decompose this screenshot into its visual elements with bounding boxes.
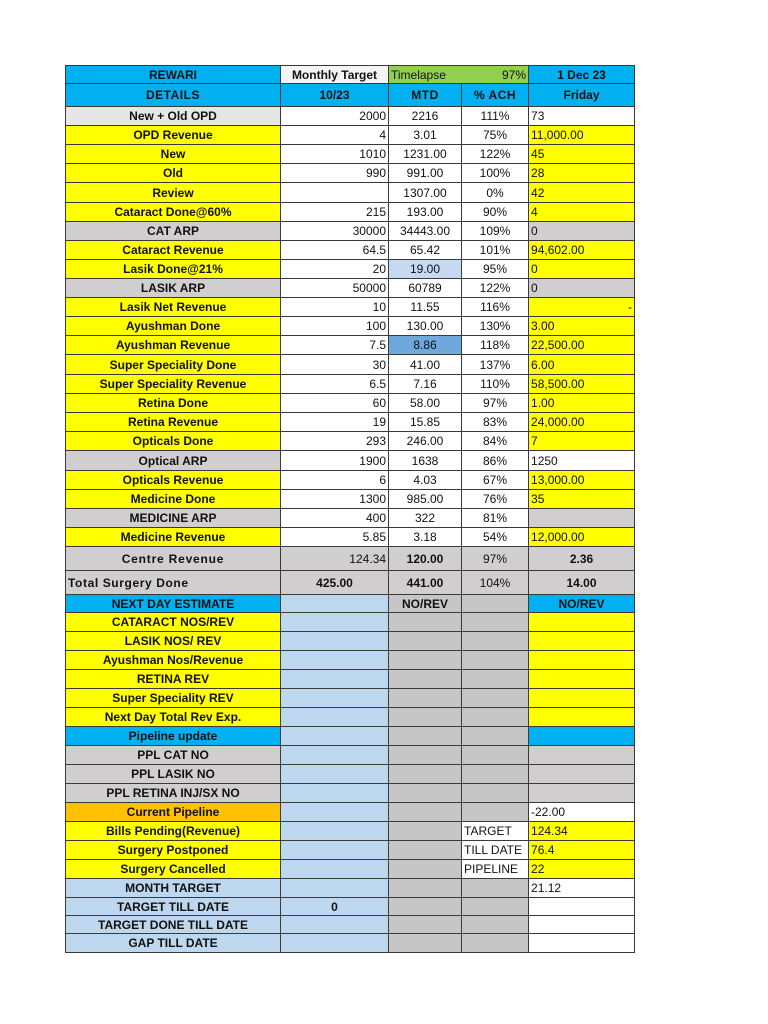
estimate-label: Next Day Total Rev Exp. bbox=[66, 708, 281, 727]
metric-mtd: 15.85 bbox=[389, 413, 462, 432]
estimate-label: Super Speciality REV bbox=[66, 689, 281, 708]
tracking-mtd bbox=[389, 822, 462, 841]
total-mtd: 120.00 bbox=[389, 547, 462, 571]
target-row bbox=[66, 898, 635, 916]
target-value: 0 bbox=[281, 898, 389, 916]
tracking-label: Surgery Cancelled bbox=[66, 860, 281, 879]
next-day-day-header: NO/REV bbox=[529, 595, 635, 613]
metric-day: - bbox=[529, 298, 635, 317]
target-mtd bbox=[389, 916, 462, 934]
metric-row bbox=[66, 336, 635, 355]
timelapse-cell bbox=[389, 66, 529, 84]
metric-mtd: 322 bbox=[389, 509, 462, 528]
metric-target: 4 bbox=[281, 126, 389, 145]
metric-mtd: 60789 bbox=[389, 279, 462, 298]
target-ach bbox=[462, 898, 529, 916]
pipeline-ach bbox=[462, 765, 529, 784]
metric-label: LASIK ARP bbox=[66, 279, 281, 298]
metric-ach: 97% bbox=[462, 394, 529, 413]
current-pipeline-row bbox=[66, 803, 635, 822]
metric-label: Opticals Done bbox=[66, 432, 281, 451]
pipeline-row bbox=[66, 746, 635, 765]
tracking-day: 76.4 bbox=[529, 841, 635, 860]
metric-label: Opticals Revenue bbox=[66, 471, 281, 490]
metric-row bbox=[66, 394, 635, 413]
estimate-ach bbox=[462, 613, 529, 632]
estimate-row bbox=[66, 708, 635, 727]
metric-label: Ayushman Done bbox=[66, 317, 281, 336]
target-value bbox=[281, 934, 389, 953]
target-row bbox=[66, 916, 635, 934]
current-pipeline-target bbox=[281, 803, 389, 822]
target-row bbox=[66, 934, 635, 953]
estimate-row bbox=[66, 632, 635, 651]
estimate-day bbox=[529, 651, 635, 670]
target-ach bbox=[462, 916, 529, 934]
tracking-day: 124.34 bbox=[529, 822, 635, 841]
metric-label: Super Speciality Done bbox=[66, 355, 281, 375]
metric-ach: 122% bbox=[462, 279, 529, 298]
metric-mtd: 3.01 bbox=[389, 126, 462, 145]
pipeline-row bbox=[66, 765, 635, 784]
total-day: 2.36 bbox=[529, 547, 635, 571]
metric-target: 6.5 bbox=[281, 375, 389, 394]
metric-row bbox=[66, 451, 635, 471]
metric-row bbox=[66, 355, 635, 375]
total-target: 425.00 bbox=[281, 571, 389, 595]
target-day bbox=[529, 934, 635, 953]
metric-row bbox=[66, 413, 635, 432]
pipeline-label: PPL RETINA INJ/SX NO bbox=[66, 784, 281, 803]
metric-ach: 137% bbox=[462, 355, 529, 375]
metric-day: 24,000.00 bbox=[529, 413, 635, 432]
next-day-title: NEXT DAY ESTIMATE bbox=[66, 595, 281, 613]
timelapse-value: 97% bbox=[501, 67, 527, 82]
total-day: 14.00 bbox=[529, 571, 635, 595]
target-label: MONTH TARGET bbox=[66, 879, 281, 898]
pipeline-row bbox=[66, 784, 635, 803]
metric-label: Review bbox=[66, 183, 281, 203]
metric-ach: 67% bbox=[462, 471, 529, 490]
metric-target: 20 bbox=[281, 260, 389, 279]
metric-label: Optical ARP bbox=[66, 451, 281, 471]
pipeline-day bbox=[529, 727, 635, 746]
pipeline-target bbox=[281, 727, 389, 746]
estimate-row bbox=[66, 689, 635, 708]
target-value bbox=[281, 879, 389, 898]
metric-target: 19 bbox=[281, 413, 389, 432]
pipeline-day bbox=[529, 746, 635, 765]
metric-target: 2000 bbox=[281, 107, 389, 126]
total-label: Total Surgery Done bbox=[66, 571, 281, 595]
estimate-target bbox=[281, 651, 389, 670]
metric-day: 28 bbox=[529, 164, 635, 183]
estimate-mtd bbox=[389, 708, 462, 727]
metric-target: 1900 bbox=[281, 451, 389, 471]
metric-mtd: 985.00 bbox=[389, 490, 462, 509]
current-pipeline-value: -22.00 bbox=[529, 803, 635, 822]
metric-ach: 54% bbox=[462, 528, 529, 547]
metric-day: 35 bbox=[529, 490, 635, 509]
metric-label: Lasik Done@21% bbox=[66, 260, 281, 279]
estimate-mtd bbox=[389, 613, 462, 632]
estimate-day bbox=[529, 670, 635, 689]
metric-target: 1300 bbox=[281, 490, 389, 509]
estimate-ach bbox=[462, 670, 529, 689]
pipeline-day bbox=[529, 765, 635, 784]
metric-label: MEDICINE ARP bbox=[66, 509, 281, 528]
metric-label: Medicine Done bbox=[66, 490, 281, 509]
target-ach bbox=[462, 879, 529, 898]
metric-mtd: 2216 bbox=[389, 107, 462, 126]
metric-target bbox=[281, 183, 389, 203]
pipeline-label: PPL LASIK NO bbox=[66, 765, 281, 784]
metric-label: New bbox=[66, 145, 281, 164]
metric-row bbox=[66, 279, 635, 298]
estimate-row bbox=[66, 651, 635, 670]
metric-ach: 118% bbox=[462, 336, 529, 355]
metric-row bbox=[66, 183, 635, 203]
metric-mtd: 7.16 bbox=[389, 375, 462, 394]
total-mtd: 441.00 bbox=[389, 571, 462, 595]
estimate-mtd bbox=[389, 632, 462, 651]
metric-target: 30 bbox=[281, 355, 389, 375]
metric-target: 5.85 bbox=[281, 528, 389, 547]
tracking-row bbox=[66, 860, 635, 879]
next-day-mtd-header: NO/REV bbox=[389, 595, 462, 613]
target-row bbox=[66, 879, 635, 898]
estimate-target bbox=[281, 613, 389, 632]
metric-mtd: 8.86 bbox=[389, 336, 462, 355]
estimate-target bbox=[281, 689, 389, 708]
metric-mtd: 4.03 bbox=[389, 471, 462, 490]
metric-label: Medicine Revenue bbox=[66, 528, 281, 547]
metric-ach: 116% bbox=[462, 298, 529, 317]
estimate-target bbox=[281, 670, 389, 689]
metric-mtd: 1638 bbox=[389, 451, 462, 471]
metric-day: 13,000.00 bbox=[529, 471, 635, 490]
metric-day: 58,500.00 bbox=[529, 375, 635, 394]
estimate-row bbox=[66, 670, 635, 689]
day-header: Friday bbox=[529, 84, 635, 107]
metric-mtd: 19.00 bbox=[389, 260, 462, 279]
metric-day: 73 bbox=[529, 107, 635, 126]
metric-row bbox=[66, 471, 635, 490]
metric-label: New + Old OPD bbox=[66, 107, 281, 126]
title-row bbox=[66, 66, 635, 84]
total-ach: 104% bbox=[462, 571, 529, 595]
metric-day: 45 bbox=[529, 145, 635, 164]
metric-label: Retina Revenue bbox=[66, 413, 281, 432]
metric-day: 6.00 bbox=[529, 355, 635, 375]
pipeline-day bbox=[529, 784, 635, 803]
target-label: TARGET DONE TILL DATE bbox=[66, 916, 281, 934]
target-label: GAP TILL DATE bbox=[66, 934, 281, 953]
pipeline-target bbox=[281, 784, 389, 803]
pipeline-mtd bbox=[389, 746, 462, 765]
estimate-target bbox=[281, 708, 389, 727]
estimate-day bbox=[529, 613, 635, 632]
header-row bbox=[66, 84, 635, 107]
metric-row bbox=[66, 509, 635, 528]
metric-ach: 111% bbox=[462, 107, 529, 126]
metric-mtd: 246.00 bbox=[389, 432, 462, 451]
metric-ach: 86% bbox=[462, 451, 529, 471]
metric-ach: 90% bbox=[462, 203, 529, 222]
metric-mtd: 34443.00 bbox=[389, 222, 462, 241]
metric-row bbox=[66, 126, 635, 145]
metric-row bbox=[66, 107, 635, 126]
metric-ach: 84% bbox=[462, 432, 529, 451]
metric-label: Cataract Done@60% bbox=[66, 203, 281, 222]
pipeline-label: PPL CAT NO bbox=[66, 746, 281, 765]
estimate-mtd bbox=[389, 689, 462, 708]
metric-day: 42 bbox=[529, 183, 635, 203]
tracking-day: 22 bbox=[529, 860, 635, 879]
tracking-note: PIPELINE bbox=[462, 860, 529, 879]
metric-row bbox=[66, 260, 635, 279]
metric-mtd: 3.18 bbox=[389, 528, 462, 547]
estimate-label: CATARACT NOS/REV bbox=[66, 613, 281, 632]
metric-mtd: 1231.00 bbox=[389, 145, 462, 164]
metric-mtd: 991.00 bbox=[389, 164, 462, 183]
metric-row bbox=[66, 241, 635, 260]
tracking-mtd bbox=[389, 860, 462, 879]
metric-target: 1010 bbox=[281, 145, 389, 164]
metric-day: 22,500.00 bbox=[529, 336, 635, 355]
metric-ach: 110% bbox=[462, 375, 529, 394]
metric-target: 293 bbox=[281, 432, 389, 451]
tracking-note: TARGET bbox=[462, 822, 529, 841]
metric-day: 1.00 bbox=[529, 394, 635, 413]
metric-ach: 95% bbox=[462, 260, 529, 279]
pipeline-ach bbox=[462, 746, 529, 765]
metric-day: 0 bbox=[529, 260, 635, 279]
target-mtd bbox=[389, 934, 462, 953]
estimate-label: RETINA REV bbox=[66, 670, 281, 689]
target-day bbox=[529, 916, 635, 934]
metric-row bbox=[66, 432, 635, 451]
estimate-day bbox=[529, 708, 635, 727]
metric-day: 3.00 bbox=[529, 317, 635, 336]
metric-target: 60 bbox=[281, 394, 389, 413]
tracking-label: Surgery Postponed bbox=[66, 841, 281, 860]
estimate-day bbox=[529, 689, 635, 708]
tracking-mtd bbox=[389, 841, 462, 860]
estimate-mtd bbox=[389, 651, 462, 670]
details-header: DETAILS bbox=[66, 84, 281, 107]
current-pipeline-ach bbox=[462, 803, 529, 822]
estimate-ach bbox=[462, 689, 529, 708]
tracking-note: TILL DATE bbox=[462, 841, 529, 860]
metric-ach: 101% bbox=[462, 241, 529, 260]
metric-ach: 130% bbox=[462, 317, 529, 336]
metric-label: Cataract Revenue bbox=[66, 241, 281, 260]
target-mtd bbox=[389, 879, 462, 898]
total-target: 124.34 bbox=[281, 547, 389, 571]
metric-mtd: 11.55 bbox=[389, 298, 462, 317]
metric-ach: 122% bbox=[462, 145, 529, 164]
metric-target: 6 bbox=[281, 471, 389, 490]
metric-target: 215 bbox=[281, 203, 389, 222]
target-mtd bbox=[389, 898, 462, 916]
metric-label: Ayushman Revenue bbox=[66, 336, 281, 355]
metric-ach: 75% bbox=[462, 126, 529, 145]
metric-mtd: 65.42 bbox=[389, 241, 462, 260]
metric-row bbox=[66, 490, 635, 509]
tracking-row bbox=[66, 822, 635, 841]
next-day-header-row bbox=[66, 595, 635, 613]
mtd-header: MTD bbox=[389, 84, 462, 107]
metric-row bbox=[66, 203, 635, 222]
metric-mtd: 193.00 bbox=[389, 203, 462, 222]
metric-ach: 100% bbox=[462, 164, 529, 183]
metric-row bbox=[66, 164, 635, 183]
location-label: REWARI bbox=[66, 66, 281, 84]
total-row bbox=[66, 547, 635, 571]
metric-target: 30000 bbox=[281, 222, 389, 241]
metric-label: Lasik Net Revenue bbox=[66, 298, 281, 317]
pipeline-ach bbox=[462, 784, 529, 803]
ach-header: % ACH bbox=[462, 84, 529, 107]
estimate-ach bbox=[462, 651, 529, 670]
tracking-target bbox=[281, 860, 389, 879]
metric-day: 12,000.00 bbox=[529, 528, 635, 547]
metric-day: 11,000.00 bbox=[529, 126, 635, 145]
metric-row bbox=[66, 222, 635, 241]
current-pipeline-mtd bbox=[389, 803, 462, 822]
metric-day bbox=[529, 509, 635, 528]
metric-label: OPD Revenue bbox=[66, 126, 281, 145]
metric-day: 4 bbox=[529, 203, 635, 222]
period-header: 10/23 bbox=[281, 84, 389, 107]
metric-day: 1250 bbox=[529, 451, 635, 471]
tracking-target bbox=[281, 841, 389, 860]
estimate-ach bbox=[462, 632, 529, 651]
metric-label: CAT ARP bbox=[66, 222, 281, 241]
metric-ach: 83% bbox=[462, 413, 529, 432]
next-day-ach bbox=[462, 595, 529, 613]
metric-label: Super Speciality Revenue bbox=[66, 375, 281, 394]
report-date: 1 Dec 23 bbox=[529, 66, 635, 84]
estimate-target bbox=[281, 632, 389, 651]
metric-ach: 76% bbox=[462, 490, 529, 509]
pipeline-mtd bbox=[389, 784, 462, 803]
target-day: 21.12 bbox=[529, 879, 635, 898]
current-pipeline-label: Current Pipeline bbox=[66, 803, 281, 822]
metric-target: 990 bbox=[281, 164, 389, 183]
estimate-label: Ayushman Nos/Revenue bbox=[66, 651, 281, 670]
metric-row bbox=[66, 298, 635, 317]
metric-row bbox=[66, 317, 635, 336]
pipeline-target bbox=[281, 765, 389, 784]
metric-target: 64.5 bbox=[281, 241, 389, 260]
pipeline-title: Pipeline update bbox=[66, 727, 281, 746]
metric-label: Old bbox=[66, 164, 281, 183]
pipeline-ach bbox=[462, 727, 529, 746]
metric-target: 7.5 bbox=[281, 336, 389, 355]
estimate-label: LASIK NOS/ REV bbox=[66, 632, 281, 651]
report-sheet bbox=[65, 65, 635, 953]
estimate-mtd bbox=[389, 670, 462, 689]
next-day-target bbox=[281, 595, 389, 613]
metric-mtd: 41.00 bbox=[389, 355, 462, 375]
target-day bbox=[529, 898, 635, 916]
metric-row bbox=[66, 145, 635, 164]
pipeline-target bbox=[281, 746, 389, 765]
pipeline-header-row bbox=[66, 727, 635, 746]
monthly-target-label: Monthly Target bbox=[281, 66, 389, 84]
metric-mtd: 1307.00 bbox=[389, 183, 462, 203]
total-row bbox=[66, 571, 635, 595]
estimate-row bbox=[66, 613, 635, 632]
estimate-day bbox=[529, 632, 635, 651]
pipeline-mtd bbox=[389, 727, 462, 746]
metric-ach: 109% bbox=[462, 222, 529, 241]
pipeline-mtd bbox=[389, 765, 462, 784]
metric-target: 100 bbox=[281, 317, 389, 336]
metric-mtd: 130.00 bbox=[389, 317, 462, 336]
total-label: Centre Revenue bbox=[66, 547, 281, 571]
target-label: TARGET TILL DATE bbox=[66, 898, 281, 916]
metric-target: 50000 bbox=[281, 279, 389, 298]
metric-day: 0 bbox=[529, 222, 635, 241]
metric-day: 7 bbox=[529, 432, 635, 451]
tracking-target bbox=[281, 822, 389, 841]
total-ach: 97% bbox=[462, 547, 529, 571]
estimate-ach bbox=[462, 708, 529, 727]
tracking-label: Bills Pending(Revenue) bbox=[66, 822, 281, 841]
metric-day: 0 bbox=[529, 279, 635, 298]
metric-day: 94,602.00 bbox=[529, 241, 635, 260]
metric-label: Retina Done bbox=[66, 394, 281, 413]
tracking-row bbox=[66, 841, 635, 860]
metric-row bbox=[66, 528, 635, 547]
target-value bbox=[281, 916, 389, 934]
metric-target: 400 bbox=[281, 509, 389, 528]
metric-row bbox=[66, 375, 635, 394]
metric-ach: 0% bbox=[462, 183, 529, 203]
metric-ach: 81% bbox=[462, 509, 529, 528]
metric-mtd: 58.00 bbox=[389, 394, 462, 413]
metric-target: 10 bbox=[281, 298, 389, 317]
target-ach bbox=[462, 934, 529, 953]
timelapse-label: Timelapse bbox=[391, 67, 446, 82]
